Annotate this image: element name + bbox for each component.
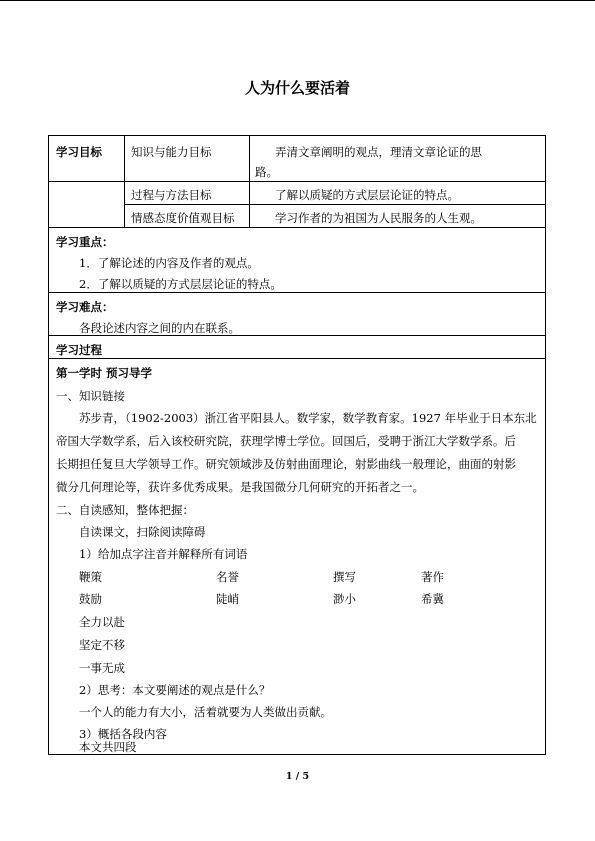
difficulty-header: 学习难点：	[56, 300, 114, 314]
row-divider	[49, 335, 545, 336]
question-1: 1）给加点字注音并解释所有词语	[79, 547, 248, 561]
vocab-word: 希冀	[421, 592, 444, 606]
vocab-phrase: 一事无成	[79, 661, 125, 675]
bio-line: 帝国大学数学系，后入该校研究院，获理学博士学位。回国后，受聘于浙江大学数学系。后	[56, 434, 516, 448]
vocab-word: 著作	[421, 570, 444, 584]
lesson-title: 第一学时 预习导学	[56, 366, 153, 380]
goal-content-attitude: 学习作者的为祖国为人民服务的人生观。	[275, 211, 482, 225]
goals-header: 学习目标	[56, 145, 102, 159]
page-number: 1 / 5	[285, 771, 310, 782]
column-divider	[249, 136, 250, 227]
row-divider	[49, 292, 545, 293]
answer-2: 一个人的能力有大小，活着就要为人类做出贡献。	[79, 705, 332, 719]
vocab-word: 鞭策	[79, 570, 102, 584]
bio-line: 长期担任复旦大学领导工作。研究领域涉及仿射曲面理论，射影曲线一般理论，曲面的射影	[56, 457, 516, 471]
key-points-header: 学习重点：	[56, 235, 114, 249]
column-divider	[124, 136, 125, 227]
bio-line: 微分几何理论等，获许多优秀成果。是我国微分几何研究的开拓者之一。	[56, 480, 424, 494]
page-top-rule	[0, 0, 595, 1]
vocab-phrase: 坚定不移	[79, 638, 125, 652]
goal-content-knowledge-cont: 路。	[255, 165, 278, 179]
goal-content-process: 了解以质疑的方式层层论证的特点。	[275, 188, 459, 202]
difficulty-text: 各段论述内容之间的内在联系。	[79, 321, 240, 335]
vocab-word: 鼓励	[79, 592, 102, 606]
self-read-text: 自读课文，扫除阅读障碍	[79, 525, 206, 539]
goal-type-knowledge: 知识与能力目标	[131, 145, 212, 159]
vocab-word: 陡峭	[216, 592, 239, 606]
goal-content-knowledge: 弄清文章阐明的观点，理清文章论证的思	[275, 145, 482, 159]
row-divider	[49, 227, 545, 228]
process-header: 学习过程	[56, 343, 102, 357]
paragraph-count: 本文共四段	[79, 740, 137, 754]
row-divider	[49, 358, 545, 359]
bio-line: 苏步青，（1902-2003）浙江省平阳县人。数学家，数学教育家。1927 年毕业于日本东北	[79, 411, 537, 425]
document-title: 人为什么要活着	[244, 79, 350, 97]
key-point-item: 2．了解以质疑的方式层层论证的特点。	[79, 277, 282, 291]
vocab-phrase: 全力以赴	[79, 615, 125, 629]
goal-type-attitude: 情感态度价值观目标	[131, 211, 235, 225]
lesson-plan-table	[48, 135, 546, 755]
section-knowledge-link: 一、知识链接	[56, 389, 125, 403]
question-2: 2）思考：本文要阐述的观点是什么？	[79, 683, 271, 697]
vocab-word: 名誉	[216, 570, 239, 584]
vocab-word: 撰写	[333, 570, 356, 584]
question-3: 3）概括各段内容	[79, 727, 167, 741]
section-self-read: 二、自读感知，整体把握：	[56, 503, 194, 517]
row-divider	[124, 204, 545, 205]
key-point-item: 1．了解论述的内容及作者的观点。	[79, 256, 259, 270]
goal-type-process: 过程与方法目标	[131, 188, 212, 202]
vocab-word: 渺小	[333, 592, 356, 606]
